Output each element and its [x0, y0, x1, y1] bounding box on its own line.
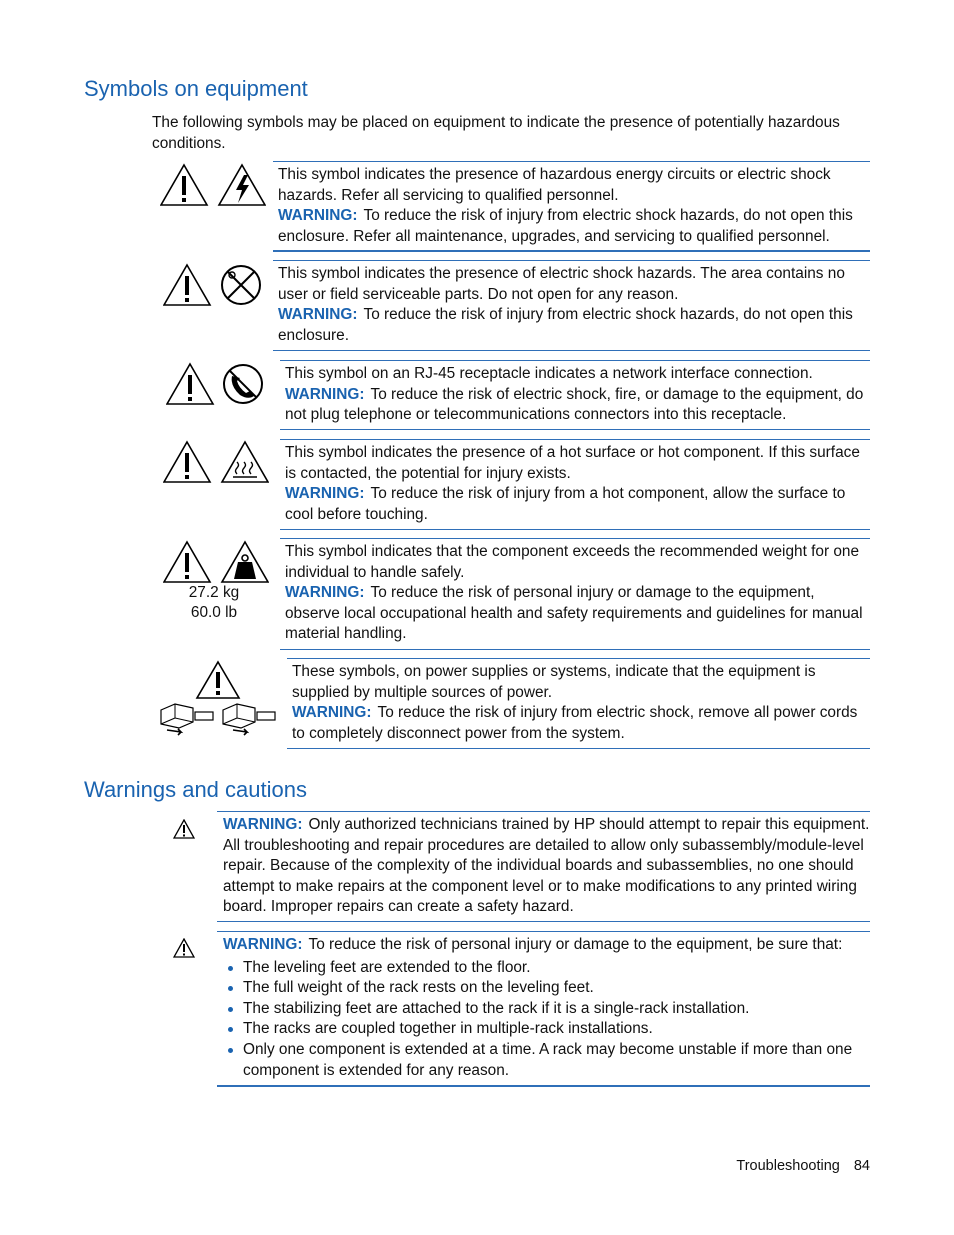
no-telephone-icon [224, 365, 262, 403]
section-heading: Warnings and cautions [84, 777, 307, 802]
warning-text: To reduce the risk of electric shock, fire, or damage to the equipment, do not plug telephone or telecommunications connectors into this receptacle. [285, 385, 864, 424]
symbol-description-5 [280, 538, 870, 650]
symbol-description-2 [273, 260, 870, 351]
symbol-text: This symbol indicates that the component exceeds the recommended weight for one individual to handle safely. [285, 543, 860, 581]
list-item: The racks are coupled together in multiple-rack installations. [243, 1019, 870, 1040]
lightning-triangle-icon [219, 165, 265, 205]
warning-text: Only authorized technicians trained by HP should attempt to repair this equipment. All troubleshooting and repair procedures are detailed to allow only subassembly/module-level repair. Because of the complexity of the individual boards and subassemblies, no one should attempt to make repairs at the component level or to make modifications to any printed wiring board. Improper repairs can create a safety hazard. [223, 816, 870, 916]
warning-triangle-icon [173, 819, 195, 839]
bullet-list [223, 958, 870, 1082]
page-number: 84 [853, 1158, 870, 1174]
warning-label: WARNING: [285, 584, 365, 602]
weight-kg: 27.2 kg [188, 584, 240, 601]
hot-surface-icon [222, 442, 268, 482]
warning-label: WARNING: [278, 306, 358, 324]
symbol-description-6 [287, 658, 870, 749]
page-footer [736, 1158, 870, 1174]
no-tools-icon [222, 266, 260, 304]
symbol-text: This symbol on an RJ-45 receptacle indicates a network interface connection. [285, 365, 813, 382]
warning-label: WARNING: [223, 816, 303, 833]
symbol-text: This symbol indicates the presence of hazardous energy circuits or electric shock hazards. Refer all servicing to qualified personnel. [278, 166, 831, 204]
warning-text: To reduce the risk of injury from a hot component, allow the surface to cool before touching. [285, 485, 846, 523]
warning-triangle-icon [163, 440, 269, 484]
heavy-weight-icon [222, 542, 268, 582]
warning-triangle-icon [163, 540, 269, 584]
warning-triangle-icon [157, 660, 281, 736]
warning-box-1 [217, 811, 870, 922]
symbol-text: This symbol indicates the presence of electric shock hazards. The area contains no user or field serviceable parts. Do not open for any reason. [278, 265, 845, 303]
symbol-text: This symbol indicates the presence of a hot surface or hot component. If this surface is contacted, the potential for injury exists. [285, 444, 860, 482]
warning-label: WARNING: [278, 207, 358, 225]
warning-triangle-icon [163, 263, 263, 307]
warning-triangle-icon [166, 362, 266, 406]
warning-triangle-icon [173, 938, 195, 958]
warning-text: To reduce the risk of personal injury or damage to the equipment, be sure that: [308, 936, 843, 953]
warning-text: To reduce the risk of injury from electric shock hazards, do not open this enclosure. [278, 306, 853, 344]
warning-label: WARNING: [285, 485, 365, 503]
warning-text: To reduce the risk of injury from electric shock, remove all power cords to completely disconnect power from the system. [292, 704, 858, 742]
warning-label: WARNING: [292, 704, 372, 722]
warning-text: To reduce the risk of injury from electric shock hazards, do not open this enclosure. Refer all maintenance, upgrades, and servicing to qualified personnel. [278, 207, 853, 245]
warning-triangle-icon [160, 163, 266, 207]
list-item: The full weight of the rack rests on the leveling feet. [243, 978, 870, 999]
warning-text: To reduce the risk of personal injury or damage to the equipment, observe local occupational health and safety requirements and guidelines for manual material handling. [285, 584, 863, 643]
warning-label: WARNING: [223, 936, 303, 953]
intro-paragraph: The following symbols may be placed on equipment to indicate the presence of potentially hazardous conditions. [152, 114, 840, 152]
symbol-description-4 [280, 439, 870, 530]
power-plug-icon [223, 704, 275, 735]
footer-section: Troubleshooting [736, 1158, 840, 1174]
warning-label: WARNING: [285, 385, 365, 403]
power-plug-icon [161, 704, 213, 735]
warning-box-2 [217, 931, 870, 1087]
weight-lb: 60.0 lb [190, 604, 238, 621]
symbol-text: These symbols, on power supplies or systems, indicate that the equipment is supplied by multiple sources of power. [292, 663, 816, 701]
symbol-description-1 [273, 161, 870, 252]
page-title: Symbols on equipment [84, 76, 308, 101]
list-item: The stabilizing feet are attached to the rack if it is a single-rack installation. [243, 999, 870, 1020]
weight-label [176, 583, 252, 623]
symbol-description-3 [280, 360, 870, 430]
list-item: The leveling feet are extended to the floor. [243, 958, 870, 979]
list-item: Only one component is extended at a time. A rack may become unstable if more than one component is extended for any reason. [243, 1040, 870, 1081]
